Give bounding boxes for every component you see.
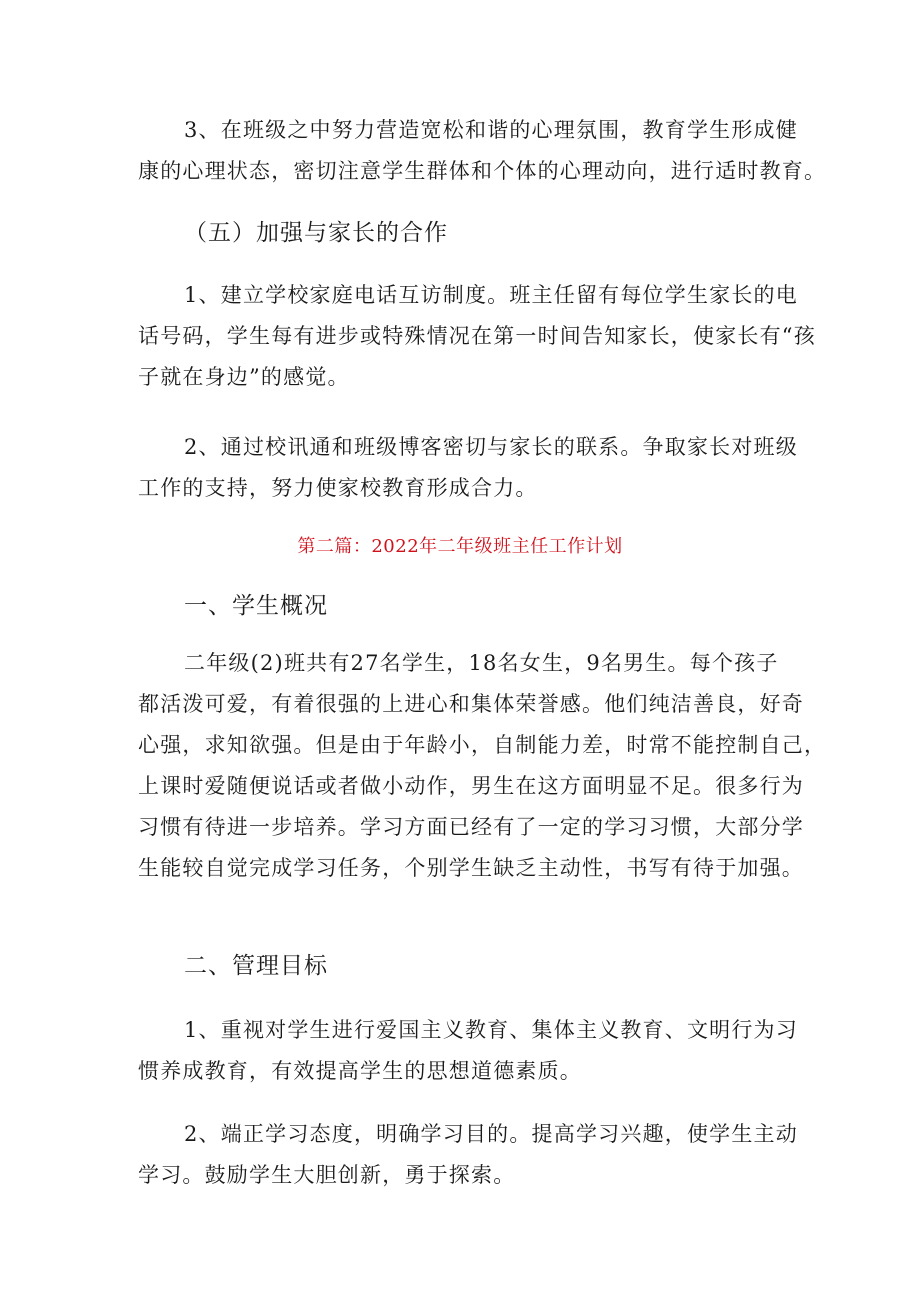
section-title: 第二篇：2022年二年级班主任工作计划 (297, 536, 623, 557)
text-line: 2、通过校讯通和班级博客密切与家长的联系。争取家长对班级 (184, 435, 798, 459)
text-line: 工作的支持，努力使家校教育形成合力。 (138, 476, 538, 500)
paragraph-learning-attitude (138, 1116, 798, 1194)
heading-parent-cooperation: （五）加强与家长的合作 (184, 220, 448, 246)
heading-student-overview: 一、学生概况 (184, 593, 328, 619)
text-line: 学习。鼓励学生大胆创新，勇于探索。 (138, 1163, 516, 1187)
text-line: 1、建立学校家庭电话互访制度。班主任留有每位学生家长的电 (184, 283, 798, 307)
text-line: 3、在班级之中努力营造宽松和谐的心理氛围，教育学生形成健 (184, 118, 798, 142)
text-line: 心强，求知欲强。但是由于年龄小，自制能力差，时常不能控制自己， (138, 733, 827, 757)
text-line: 康的心理状态，密切注意学生群体和个体的心理动向，进行适时教育。 (138, 159, 827, 183)
paragraph-moral-education (138, 1012, 798, 1090)
paragraph-psych-atmosphere (138, 112, 827, 190)
paragraph-student-overview (138, 645, 827, 887)
text-line: 2、端正学习态度，明确学习目的。提高学习兴趣，使学生主动 (184, 1122, 798, 1146)
text-line: 子就在身边”的感觉。 (138, 365, 350, 389)
text-line: 惯养成教育，有效提高学生的思想道德素质。 (138, 1059, 582, 1083)
text-line: 生能较自觉完成学习任务，个别学生缺乏主动性，书写有待于加强。 (138, 856, 804, 880)
text-line: 习惯有待进一步培养。学习方面已经有了一定的学习习惯，大部分学 (138, 815, 804, 839)
text-line: 二年级(2)班共有27名学生，18名女生，9名男生。每个孩子 (184, 651, 779, 675)
text-line: 上课时爱随便说话或者做小动作，男生在这方面明显不足。很多行为 (138, 774, 804, 798)
text-line: 1、重视对学生进行爱国主义教育、集体主义教育、文明行为习 (184, 1018, 798, 1042)
paragraph-blog-contact (138, 429, 798, 507)
text-line: 都活泼可爱，有着很强的上进心和集体荣誉感。他们纯洁善良，好奇 (138, 692, 804, 716)
paragraph-phone-visits (138, 277, 816, 396)
heading-management-goals: 二、管理目标 (184, 953, 328, 979)
text-line: 话号码，学生每有进步或特殊情况在第一时间告知家长，使家长有“孩 (138, 324, 816, 348)
